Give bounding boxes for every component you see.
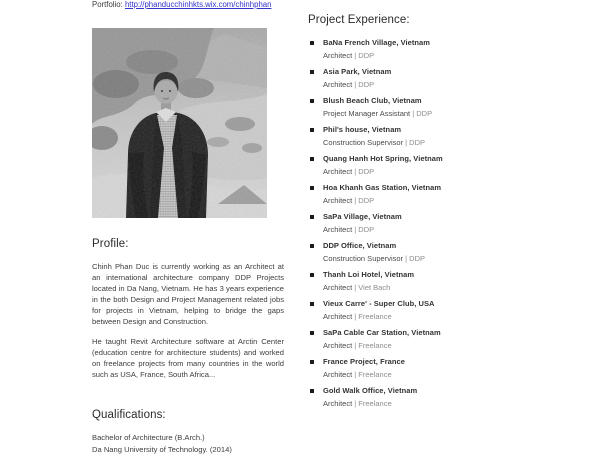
bullet-square-icon bbox=[310, 273, 314, 277]
profile-photo bbox=[92, 28, 267, 218]
project-name: Thanh Loi Hotel, Vietnam bbox=[323, 270, 415, 279]
project-name: SaPa Village, Vietnam bbox=[323, 212, 402, 221]
project-name: Hoa Khanh Gas Station, Vietnam bbox=[323, 183, 442, 192]
project-item bbox=[308, 181, 498, 207]
project-name: Asia Park, Vietnam bbox=[323, 67, 392, 76]
project-item bbox=[308, 268, 498, 294]
bullet-square-icon bbox=[310, 389, 314, 393]
project-item bbox=[308, 36, 498, 62]
project-company: | DDP bbox=[412, 109, 433, 118]
project-company: | DDP bbox=[354, 80, 375, 89]
project-company: | DDP bbox=[354, 196, 375, 205]
bullet-square-icon bbox=[310, 331, 314, 335]
qualification-degree: Bachelor of Architecture (B.Arch.) bbox=[92, 433, 205, 442]
bullet-square-icon bbox=[310, 99, 314, 103]
project-item bbox=[308, 65, 498, 91]
project-company: | Freelance bbox=[354, 341, 392, 350]
project-company: | DDP bbox=[354, 167, 375, 176]
profile-paragraph-2: He taught Revit Architecture software at Arctin Center (education centre for architecture students) and worked on freelance projects from many countries in the world such as USA, France, South Africa... bbox=[92, 337, 284, 380]
project-company: | Viet Bach bbox=[354, 283, 391, 292]
project-company: | Freelance bbox=[354, 399, 392, 408]
project-name: Blush Beach Club, Vietnam bbox=[323, 96, 422, 105]
project-item bbox=[308, 152, 498, 178]
bullet-square-icon bbox=[310, 157, 314, 161]
project-name: BaNa French Village, Vietnam bbox=[323, 38, 430, 47]
project-item bbox=[308, 123, 498, 149]
qualifications-lines bbox=[92, 432, 232, 456]
project-role: Architect bbox=[323, 80, 355, 89]
bullet-square-icon bbox=[310, 360, 314, 364]
project-name: SaPa Cable Car Station, Vietnam bbox=[323, 328, 441, 337]
profile-heading: Profile: bbox=[92, 238, 129, 250]
bullet-square-icon bbox=[310, 215, 314, 219]
portfolio-line bbox=[92, 0, 271, 9]
project-role: Architect bbox=[323, 341, 355, 350]
profile-paragraph-1: Chinh Phan Duc is currently working as an Architect at an international architecture company DDP Projects located in Da Nang, Vietnam. He has 3 years experience in the both Design and Project Management related jobs for projects in Vietnam, helping to bridge the gaps between Design and Construction. bbox=[92, 262, 284, 327]
project-role: Construction Supervisor bbox=[323, 138, 406, 147]
project-item bbox=[308, 326, 498, 352]
project-item bbox=[308, 210, 498, 236]
bullet-square-icon bbox=[310, 186, 314, 190]
project-role: Architect bbox=[323, 51, 355, 60]
project-item bbox=[308, 355, 498, 381]
project-experience-heading: Project Experience: bbox=[308, 14, 410, 26]
project-company: | DDP bbox=[405, 138, 425, 147]
bullet-square-icon bbox=[310, 302, 314, 306]
project-role: Architect bbox=[323, 399, 355, 408]
project-name: France Project, France bbox=[323, 357, 405, 366]
project-item bbox=[308, 239, 498, 265]
project-company: | DDP bbox=[354, 51, 375, 60]
project-role: Architect bbox=[323, 196, 355, 205]
project-role: Architect bbox=[323, 312, 355, 321]
profile-photo-illustration bbox=[92, 28, 267, 218]
project-company: | Freelance bbox=[354, 370, 392, 379]
bullet-square-icon bbox=[310, 244, 314, 248]
project-role: Architect bbox=[323, 370, 355, 379]
qualifications-heading: Qualifications: bbox=[92, 409, 166, 421]
project-company: | DDP bbox=[354, 225, 375, 234]
project-company: | DDP bbox=[405, 254, 425, 263]
project-item bbox=[308, 297, 498, 323]
bullet-square-icon bbox=[310, 70, 314, 74]
project-role: Construction Supervisor bbox=[323, 254, 406, 263]
bullet-square-icon bbox=[310, 41, 314, 45]
project-name: Phil's house, Vietnam bbox=[323, 125, 402, 134]
project-role: Architect bbox=[323, 225, 355, 234]
project-name: Quang Hanh Hot Spring, Vietnam bbox=[323, 154, 443, 163]
project-company: | Freelance bbox=[354, 312, 392, 321]
portfolio-label: Portfolio: bbox=[92, 0, 123, 9]
project-role: Project Manager Assistant bbox=[323, 109, 413, 118]
project-experience-section bbox=[308, 13, 498, 413]
project-list bbox=[308, 36, 498, 410]
project-name: Vieux Carre' - Super Club, USA bbox=[323, 299, 435, 308]
project-role: Architect bbox=[323, 167, 355, 176]
project-name: Gold Walk Office, Vietnam bbox=[323, 386, 418, 395]
project-role: Architect bbox=[323, 283, 355, 292]
project-item bbox=[308, 94, 498, 120]
qualification-university: Da Nang University of Technology. (2014) bbox=[92, 445, 232, 454]
bullet-square-icon bbox=[310, 128, 314, 132]
portfolio-link[interactable]: http://phanducchinhkts.wix.com/chinhphan bbox=[124, 0, 272, 9]
project-item bbox=[308, 384, 498, 410]
project-name: DDP Office, Vietnam bbox=[323, 241, 397, 250]
